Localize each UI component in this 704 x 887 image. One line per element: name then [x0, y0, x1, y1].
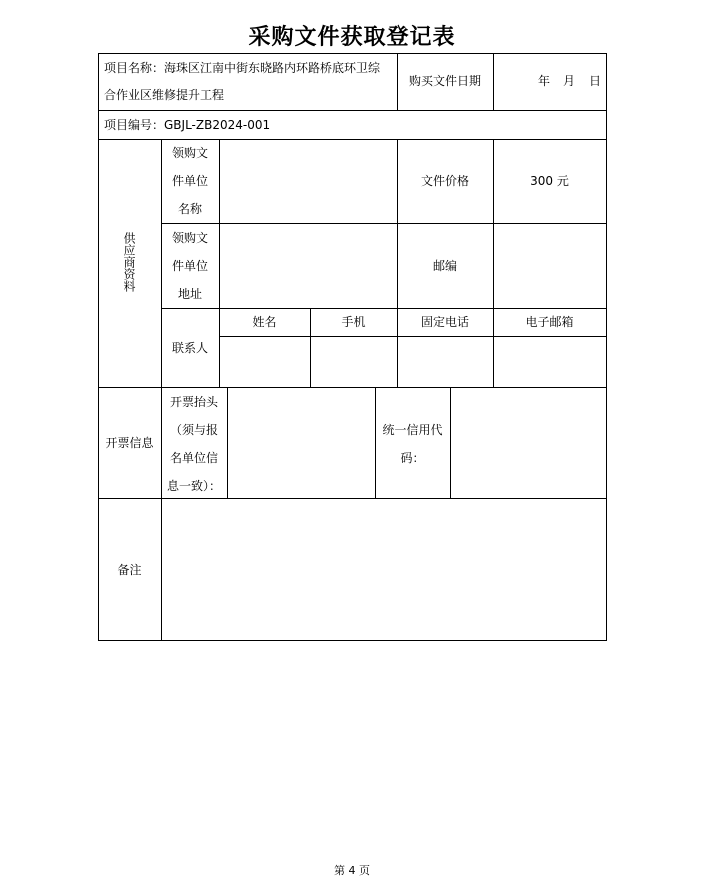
price-label: 文件价格	[420, 174, 469, 188]
page-number: 第 4 页	[334, 864, 370, 877]
contact-header-mobile: 手机	[341, 315, 366, 329]
purchase-date-label: 购买文件日期	[408, 74, 481, 88]
date-month-label: 月	[563, 74, 576, 88]
supplier-section-label: 供应商资料	[122, 232, 136, 292]
contact-header-landline: 固定电话	[420, 315, 469, 329]
contact-header-email: 电子邮箱	[525, 315, 574, 329]
date-day-label: 日	[589, 74, 602, 88]
price-value: 300 元	[530, 174, 569, 188]
project-number: 项目编号：GBJL-ZB2024-001	[104, 118, 271, 132]
invoice-section-label: 开票信息	[105, 436, 154, 450]
unit-name-label: 领购文 件单位 名称	[171, 146, 208, 216]
invoice-header-label: 开票抬头 （须与报 名单位信 息一致）：	[166, 395, 221, 493]
contact-label: 联系人	[171, 341, 208, 355]
credit-code-label: 统一信用代 码：	[382, 423, 443, 465]
date-year-label: 年	[538, 74, 551, 88]
project-name-line1: 项目名称：海珠区江南中街东晓路内环路桥底环卫综	[104, 61, 381, 75]
postcode-label: 邮编	[432, 259, 457, 273]
unit-address-label: 领购文 件单位 地址	[171, 231, 208, 301]
page-title: 采购文件获取登记表	[248, 24, 456, 50]
project-name-line2: 合作业区维修提升工程	[104, 88, 225, 102]
contact-header-name: 姓名	[252, 315, 277, 329]
remarks-label: 备注	[117, 563, 142, 577]
